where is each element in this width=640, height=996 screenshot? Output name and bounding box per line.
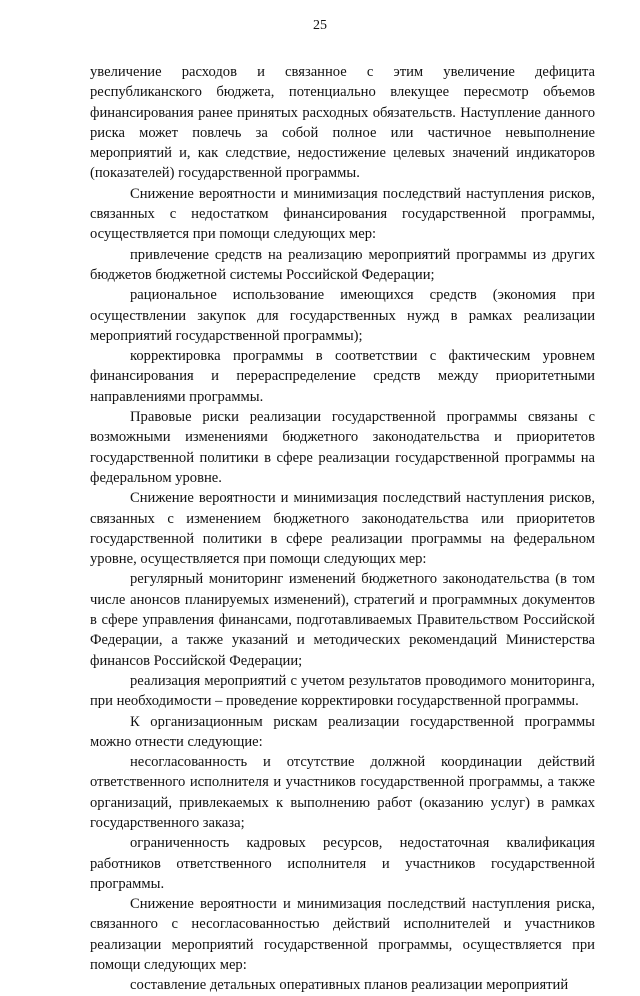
paragraph: привлечение средств на реализацию мероприятий программы из других бюджетов бюджетной системы Российской Федерации;	[90, 246, 595, 283]
paragraph: несогласованность и отсутствие должной координации действий ответственного исполнителя и участников государственной программы, а также организаций, привлекаемых к выполнению работ (оказанию услуг) в рамках государственного заказа;	[90, 754, 595, 831]
paragraph: К организационным рискам реализации государственной программы можно отнести следующие:	[90, 713, 595, 750]
paragraph: реализация мероприятий с учетом результатов проводимого мониторинга, при необходимости – проведение корректировки государственной программы.	[90, 672, 595, 710]
paragraph: Снижение вероятности и минимизация последствий наступления рисков, связанных с недостатком финансирования государственной программы, осуществляется при помощи следующих мер:	[90, 185, 595, 243]
paragraph: Снижение вероятности и минимизация последствий наступления рисков, связанных с изменением бюджетного законодательства или приоритетов государственной политики в сфере реализации программы на федеральном уровне, осуществляется при помощи следующих мер:	[90, 490, 595, 568]
document-body	[90, 62, 595, 996]
paragraph: составление детальных оперативных планов реализации мероприятий	[130, 977, 569, 994]
paragraph: Снижение вероятности и минимизация последствий наступления риска, связанного с несогласованностью действий исполнителей и участников реализации мероприятий государственной программы, осуществляется при помощи следующих мер:	[90, 896, 595, 974]
paragraph: ограниченность кадровых ресурсов, недостаточная квалификация работников ответственного исполнителя и участников государственной программы.	[90, 835, 595, 892]
paragraph: регулярный мониторинг изменений бюджетного законодательства (в том числе анонсов планируемых изменений), стратегий и программных документов в сфере управления финансами, подготавливаемых Правительством Российской Федерации, а также указаний и методических рекомендаций Министерства финансов Российской Федерации;	[90, 571, 595, 669]
paragraph: рациональное использование имеющихся средств (экономия при осуществлении закупок для государственных нужд в рамках реализации мероприятий государственной программы);	[90, 287, 595, 344]
paragraph: Правовые риски реализации государственной программы связаны с возможными изменениями бюджетного законодательства и приоритетов государственной политики в сфере реализации государственной программы на федеральном уровне.	[90, 409, 595, 486]
paragraph: корректировка программы в соответствии с фактическим уровнем финансирования и перераспределение средств между приоритетными направлениями программы.	[90, 348, 595, 405]
page-number: 25	[313, 18, 327, 33]
paragraph: увеличение расходов и связанное с этим увеличение дефицита республиканского бюджета, потенциально влекущее пересмотр объемов финансирования ранее принятых расходных обязательств. Наступление данного риска может повлечь за собой полное или частичное невыполнение мероприятий и, как следствие, недостижение целевых значений индикаторов (показателей) государственной программы.	[90, 64, 595, 182]
